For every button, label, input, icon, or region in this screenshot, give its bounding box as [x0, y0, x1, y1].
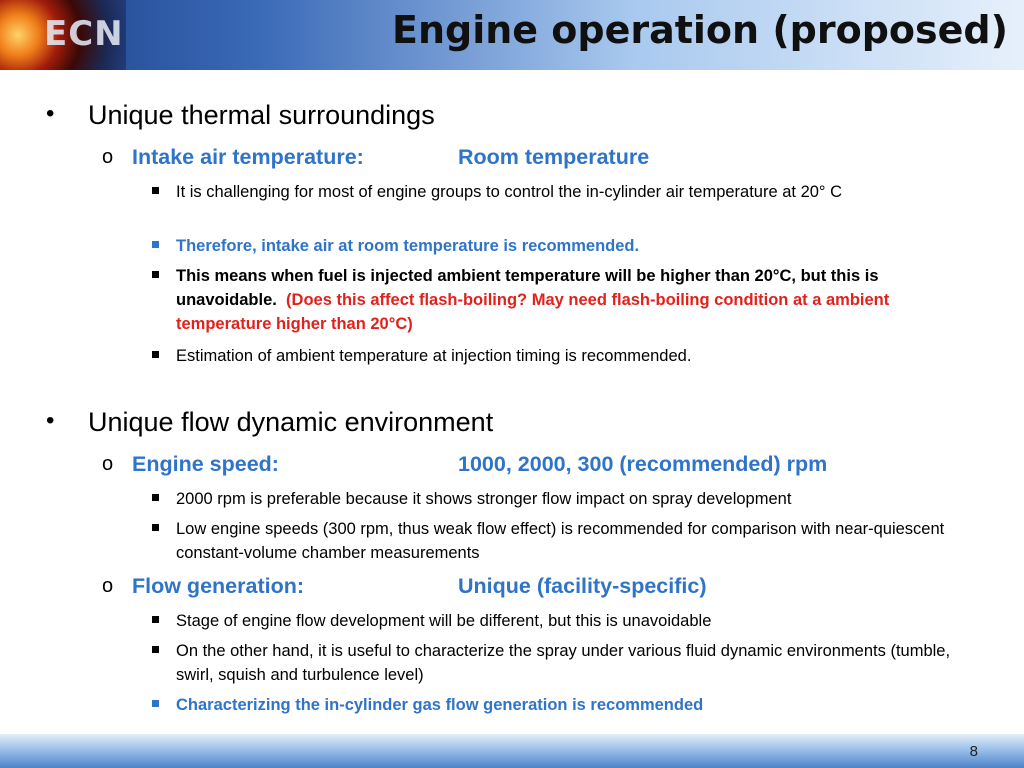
subheading-intake-air: [132, 145, 650, 170]
subheading-value: Unique (facility-specific): [458, 574, 707, 598]
section-heading-flow: Unique flow dynamic environment: [88, 407, 494, 437]
list-item: [176, 264, 976, 336]
list-item: On the other hand, it is useful to characterize the spray under various fluid dynamic environments (tumble, swirl, squish and turbulence level): [176, 642, 951, 684]
bullet-icon: •: [46, 407, 55, 434]
subheading-label: Flow generation:: [132, 574, 304, 598]
list-item: It is challenging for most of engine groups to control the in-cylinder air temperature at 20° C: [176, 183, 843, 201]
list-item: 2000 rpm is preferable because it shows stronger flow impact on spray development: [176, 490, 792, 508]
ecn-logo: [0, 0, 126, 70]
bullet-icon: •: [46, 100, 55, 127]
subheading-engine-speed: [132, 452, 828, 477]
subheading-label: Intake air temperature:: [132, 145, 364, 169]
subheading-label: Engine speed:: [132, 452, 279, 476]
list-item-recommendation: Therefore, intake air at room temperature is recommended.: [176, 237, 640, 255]
subheading-flow-generation: [132, 574, 707, 599]
subheading-value: Room temperature: [458, 145, 650, 169]
list-item: Estimation of ambient temperature at injection timing is recommended.: [176, 347, 692, 365]
square-bullet-icon: [152, 241, 159, 248]
square-bullet-icon: [152, 700, 159, 707]
list-item-note: (Does this affect flash-boiling? May need flash-boiling condition at a ambient temperature higher than 20°C): [176, 291, 890, 333]
page-number: 8: [969, 743, 978, 760]
list-item: Low engine speeds (300 rpm, thus weak flow effect) is recommended for comparison with near-quiescent constant-volume chamber measurements: [176, 520, 945, 562]
slide-title: Engine operation (proposed): [391, 8, 1008, 52]
circle-bullet-icon: o: [102, 453, 114, 475]
square-bullet-icon: [152, 646, 159, 653]
square-bullet-icon: [152, 616, 159, 623]
square-bullet-icon: [152, 271, 159, 278]
circle-bullet-icon: o: [102, 146, 114, 168]
section-heading-thermal: Unique thermal surroundings: [88, 100, 435, 130]
footer-bar: [0, 734, 1024, 768]
square-bullet-icon: [152, 187, 159, 194]
list-item-text: This means when fuel is injected ambient temperature will be higher than 20°C, but this is unavoidable.: [176, 267, 879, 309]
list-item: Stage of engine flow development will be different, but this is unavoidable: [176, 612, 712, 630]
header-bar: [0, 0, 1024, 70]
subheading-value: 1000, 2000, 300 (recommended) rpm: [458, 452, 828, 476]
square-bullet-icon: [152, 351, 159, 358]
square-bullet-icon: [152, 524, 159, 531]
logo-text: ECN: [44, 14, 124, 54]
circle-bullet-icon: o: [102, 575, 114, 597]
square-bullet-icon: [152, 494, 159, 501]
list-item-recommendation: Characterizing the in-cylinder gas flow generation is recommended: [176, 696, 704, 714]
